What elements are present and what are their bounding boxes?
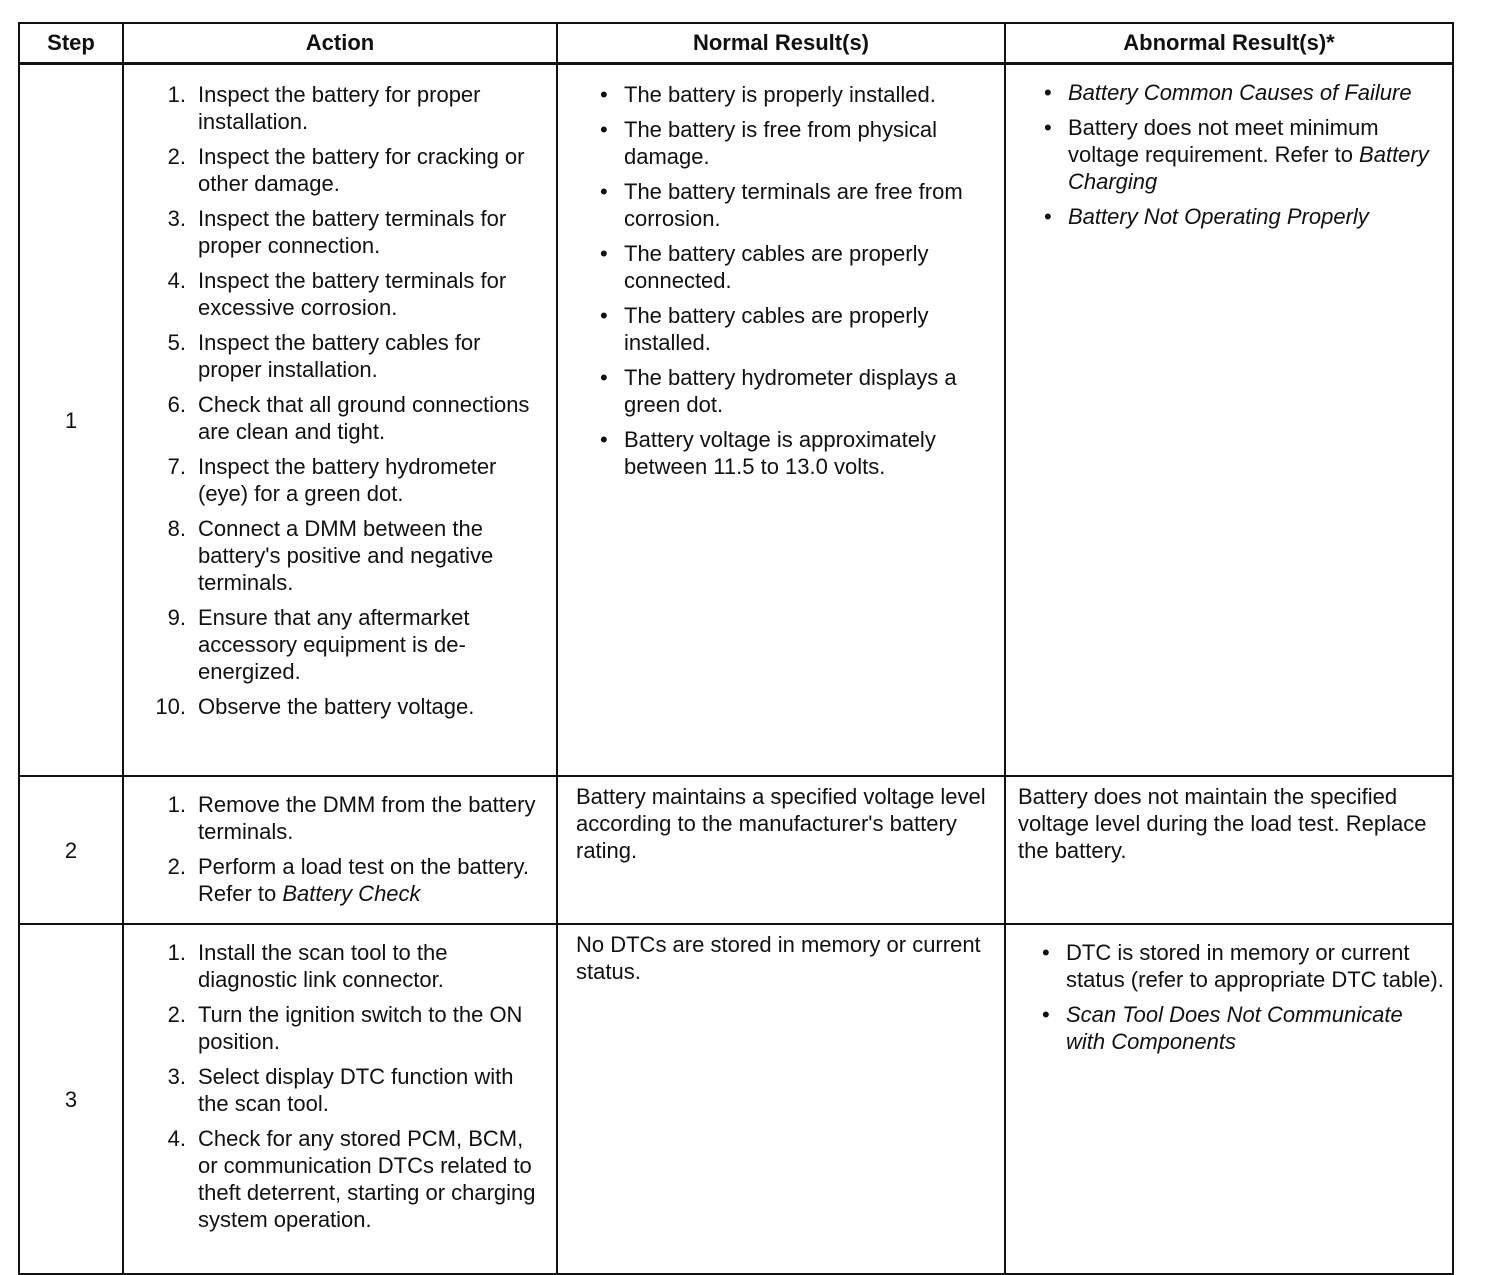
abnormal-results-cell <box>1005 924 1453 1274</box>
list-number: 2. <box>167 144 186 169</box>
result-text: No DTCs are stored in memory or current status. <box>576 932 981 984</box>
bullet-icon: • <box>1044 80 1052 105</box>
reference-link-scan-tool[interactable]: Scan Tool Does Not Communicate with Components <box>1066 1002 1403 1054</box>
bullet-icon: • <box>600 179 608 204</box>
bullet-icon: • <box>600 241 608 266</box>
result-text: The battery terminals are free from corrosion. <box>624 179 963 231</box>
list-item <box>128 143 548 197</box>
list-item <box>128 329 548 383</box>
list-item <box>600 178 996 232</box>
list-item <box>128 267 548 321</box>
header-abnormal-results: Abnormal Result(s)* <box>1005 23 1453 64</box>
result-text: The battery cables are properly connected. <box>624 241 929 293</box>
action-text: Check for any stored PCM, BCM, or communication DTCs related to theft deterrent, starting or charging system operation. <box>198 1126 536 1232</box>
action-text: Check that all ground connections are clean and tight. <box>198 392 530 444</box>
list-item <box>128 791 548 845</box>
action-text: Turn the ignition switch to the ON position. <box>198 1002 523 1054</box>
result-text: The battery cables are properly installed. <box>624 303 929 355</box>
result-text: DTC is stored in memory or current status (refer to appropriate DTC table). <box>1066 940 1444 992</box>
diagnostic-table <box>18 22 1454 1275</box>
result-text: The battery is free from physical damage. <box>624 117 938 169</box>
list-number: 5. <box>167 330 186 355</box>
reference-link-battery-common-causes[interactable]: Battery Common Causes of Failure <box>1068 80 1412 105</box>
list-item <box>600 302 996 356</box>
list-item <box>128 453 548 507</box>
action-text: Remove the DMM from the battery terminals. <box>198 792 536 844</box>
action-text: Inspect the battery terminals for proper connection. <box>198 206 507 258</box>
action-text: Inspect the battery for proper installation. <box>198 82 481 134</box>
action-text: Install the scan tool to the diagnostic link connector. <box>198 940 448 992</box>
normal-results-cell <box>557 924 1005 1274</box>
list-item <box>128 81 548 135</box>
result-text: The battery hydrometer displays a green dot. <box>624 365 957 417</box>
action-text: Connect a DMM between the battery's positive and negative terminals. <box>198 516 494 595</box>
result-text: The battery is properly installed. <box>624 82 936 107</box>
reference-link-battery-charging[interactable]: Battery Charging <box>1068 142 1429 194</box>
list-item <box>128 1125 548 1233</box>
list-item <box>128 205 548 259</box>
action-text: Inspect the battery terminals for excessive corrosion. <box>198 268 507 320</box>
list-number: 1. <box>167 792 186 817</box>
bullet-icon: • <box>600 117 608 142</box>
list-number: 9. <box>167 605 186 630</box>
reference-link-battery-not-operating[interactable]: Battery Not Operating Properly <box>1068 204 1369 229</box>
list-item <box>128 515 548 596</box>
list-item <box>128 391 548 445</box>
bullet-icon: • <box>1044 204 1052 229</box>
list-number: 1. <box>167 82 186 107</box>
bullet-icon: • <box>600 365 608 390</box>
list-item <box>1044 203 1444 230</box>
list-number: 4. <box>167 1126 186 1151</box>
list-item <box>600 426 996 480</box>
table-row-step-3 <box>19 924 1453 1274</box>
result-text: Battery does not meet minimum voltage requirement. Refer to <box>1068 115 1379 167</box>
header-normal-results: Normal Result(s) <box>557 23 1005 64</box>
bullet-icon: • <box>1044 115 1052 140</box>
list-number: 4. <box>167 268 186 293</box>
table-row-step-2 <box>19 776 1453 924</box>
header-action: Action <box>123 23 557 64</box>
abnormal-results-list <box>1044 79 1444 230</box>
action-text: Inspect the battery cables for proper installation. <box>198 330 481 382</box>
normal-results-cell <box>557 64 1005 777</box>
action-text: Ensure that any aftermarket accessory equipment is de-energized. <box>198 605 470 684</box>
normal-results-cell <box>557 776 1005 924</box>
action-text: Perform a load test on the battery. Refer to <box>198 854 529 906</box>
list-item <box>600 364 996 418</box>
list-number: 2. <box>167 1002 186 1027</box>
list-number: 10. <box>155 694 186 719</box>
list-number: 3. <box>167 1064 186 1089</box>
list-item <box>1044 79 1444 106</box>
bullet-icon: • <box>1042 1002 1050 1027</box>
action-text: Inspect the battery for cracking or other damage. <box>198 144 525 196</box>
abnormal-results-cell <box>1005 64 1453 777</box>
action-cell <box>123 776 557 924</box>
action-text: Select display DTC function with the scan tool. <box>198 1064 514 1116</box>
bullet-icon: • <box>1042 940 1050 965</box>
action-text: Observe the battery voltage. <box>198 694 475 719</box>
list-item <box>600 116 996 170</box>
header-row <box>19 23 1453 64</box>
action-text: Inspect the battery hydrometer (eye) for a green dot. <box>198 454 497 506</box>
list-number: 2. <box>167 854 186 879</box>
result-text: Battery maintains a specified voltage level according to the manufacturer's battery rating. <box>576 784 986 863</box>
step-number: 3 <box>19 924 123 1274</box>
reference-link-battery-check[interactable]: Battery Check <box>282 881 421 906</box>
header-step: Step <box>19 23 123 64</box>
action-list <box>128 791 548 907</box>
list-item <box>128 693 548 720</box>
result-text: Battery does not maintain the specified voltage level during the load test. Replace the battery. <box>1018 784 1427 863</box>
normal-results-list <box>600 81 996 480</box>
action-cell <box>123 924 557 1274</box>
bullet-icon: • <box>600 427 608 452</box>
result-text: Battery voltage is approximately between 11.5 to 13.0 volts. <box>624 427 936 479</box>
list-number: 3. <box>167 206 186 231</box>
abnormal-results-list <box>1042 939 1444 1055</box>
list-number: 7. <box>167 454 186 479</box>
list-number: 1. <box>167 940 186 965</box>
list-item <box>600 81 996 108</box>
list-item <box>1042 1001 1444 1055</box>
list-item <box>128 604 548 685</box>
list-item <box>128 1063 548 1117</box>
list-item <box>600 240 996 294</box>
list-number: 8. <box>167 516 186 541</box>
list-item <box>128 853 548 907</box>
list-item <box>128 1001 548 1055</box>
action-cell <box>123 64 557 777</box>
abnormal-results-cell <box>1005 776 1453 924</box>
step-number: 1 <box>19 64 123 777</box>
action-list <box>128 939 548 1233</box>
list-item <box>128 939 548 993</box>
list-item <box>1044 114 1444 195</box>
step-number: 2 <box>19 776 123 924</box>
bullet-icon: • <box>600 82 608 107</box>
list-number: 6. <box>167 392 186 417</box>
table-row-step-1 <box>19 64 1453 777</box>
list-item <box>1042 939 1444 993</box>
bullet-icon: • <box>600 303 608 328</box>
action-list <box>128 81 548 720</box>
